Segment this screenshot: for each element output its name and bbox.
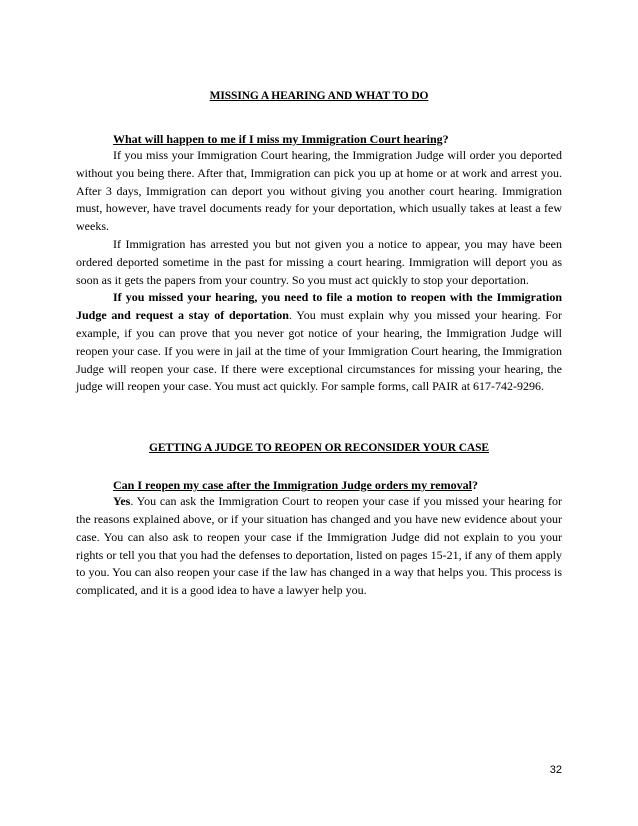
page-content <box>76 90 562 600</box>
question-missed-hearing <box>76 132 562 147</box>
paragraph-reopen-answer <box>76 493 562 600</box>
paragraph-motion-to-reopen <box>76 289 562 396</box>
question-text: Can I reopen my case after the Immigration Judge orders my removal <box>113 478 472 493</box>
section-title-reopen-case: GETTING A JUDGE TO REOPEN OR RECONSIDER YOUR CASE <box>149 442 489 455</box>
bold-instruction: If you missed your hearing, you need to file a motion to reopen with the Immigration Judge and request a stay of deportation <box>76 290 562 323</box>
paragraph-consequences: If you miss your Immigration Court hearing, the Immigration Judge will order you deported without you being there. After that, Immigration can pick you up at home or at work and arrest you. After 3 days, Immigration can deport you without giving you another court hearing. Immigration must, however, have travel documents ready for your deportation, which usually takes at least a few weeks. <box>76 148 562 234</box>
bold-answer: Yes <box>113 494 131 509</box>
question-mark: ? <box>471 478 478 493</box>
question-text: What will happen to me if I miss my Immigration Court hearing <box>113 132 443 146</box>
paragraph-text: . You can ask the Immigration Court to reopen your case if you missed your hearing for the reasons explained above, or if your situation has changed and you have new evidence about your case. You can also ask to reopen your case if the Immigration Judge did not explain to you your rights or tell you that you had the defenses to deportation, listed on pages 15-21, if any of them apply to you. You can also reopen your case if the law has changed in a way that helps you. This process is complicated, and it is a good idea to have a lawyer help you. <box>76 494 562 598</box>
paragraph-arrested: If Immigration has arrested you but not given you a notice to appear, you may have been ordered deported sometime in the past for missing a court hearing. Immigration will deport you as soon as it gets the papers from your country. So you must act quickly to stop your deportation. <box>76 236 562 287</box>
question-mark: ? <box>442 132 449 146</box>
section-title-missing-hearing: MISSING A HEARING AND WHAT TO DO <box>209 90 429 102</box>
page-number: 32 <box>549 764 562 776</box>
paragraph-text: . You must explain why you missed your hearing. For example, if you can prove that you never got notice of your hearing, the Immigration Judge will reopen your case. If you were in jail at the time of your Immigration Court hearing, the Immigration Judge will reopen your case. If there were exceptional circumstances for missing your hearing, the judge will reopen your case. You must act quickly. For sample forms, call PAIR at 617-742-9296. <box>76 308 563 394</box>
question-reopen-case <box>76 478 562 493</box>
